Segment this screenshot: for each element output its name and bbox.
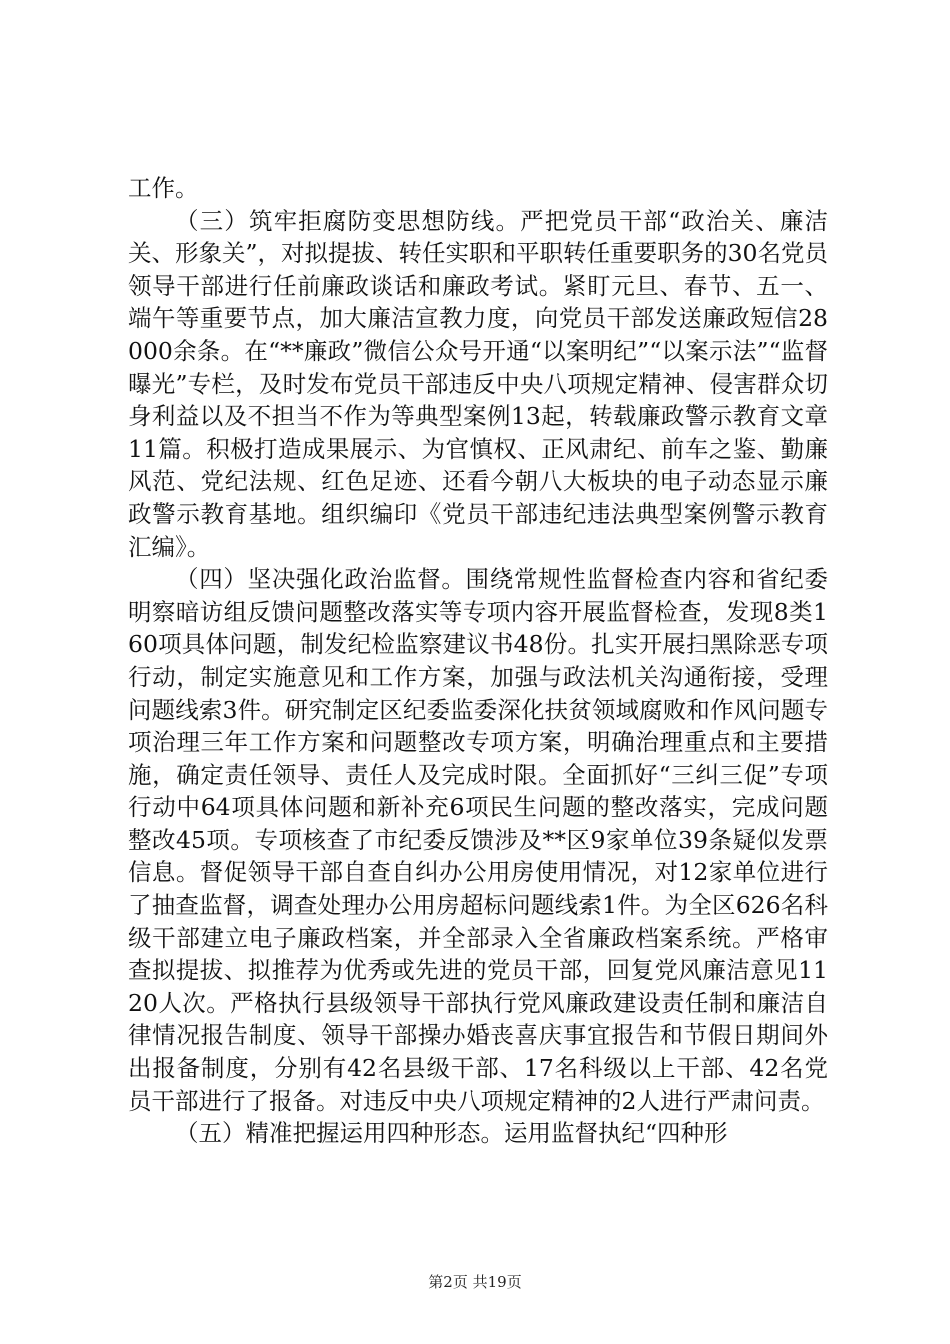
paragraph-continuation: 工作。 <box>128 174 199 202</box>
paragraph-section-3: （三）筑牢拒腐防变思想防线。严把党员干部“政治关、廉洁关、形象关”，对拟提拔、转任实职和平职转任重要职务的30名党员领导干部进行任前廉政谈话和廉政考试。紧盯元旦、春节、五一、端午等重要节点，加大廉洁宣教力度，向党员干部发送廉政短信28000余条。在“**廉政”微信公众号开通“以案明纪”“以案示法”“监督曝光”专栏，及时发布党员干部违反中央八项规定精神、侵害群众切身利益以及不担当不作为等典型案例13起，转载廉政警示教育文章11篇。积极打造成果展示、为官慎权、正风肃纪、前车之鉴、勤廉风范、党纪法规、红色足迹、还看今朝八大板块的电子动态显示廉政警示教育基地。组织编印《党员干部违纪违法典型案例警示教育汇编》。 <box>128 206 828 561</box>
document-body <box>128 172 828 1150</box>
paragraph-section-4: （四）坚决强化政治监督。围绕常规性监督检查内容和省纪委明察暗访组反馈问题整改落实等专项内容开展监督检查，发现8类160项具体问题，制发纪检监察建议书48份。扎实开展扫黑除恶专项行动，制定实施意见和工作方案，加强与政法机关沟通衔接，受理问题线索3件。研究制定区纪委监委深化扶贫领域腐败和作风问题专项治理三年工作方案和问题整改专项方案，明确治理重点和主要措施，确定责任领导、责任人及完成时限。全面抓好“三纠三促”专项行动中64项具体问题和新补充6项民生问题的整改落实，完成问题整改45项。专项核查了市纪委反馈涉及**区9家单位39条疑似发票信息。督促领导干部自查自纠办公用房使用情况，对12家单位进行了抽查监督，调查处理办公用房超标问题线索1件。为全区626名科级干部建立电子廉政档案，并全部录入全省廉政档案系统。严格审查拟提拔、拟推荐为优秀或先进的党员干部，回复党风廉洁意见1120人次。严格执行县级领导干部执行党风廉政建设责任制和廉洁自律情况报告制度、领导干部操办婚丧喜庆事宜报告和节假日期间外出报备制度，分别有42名县级干部、17名科级以上干部、42名党员干部进行了报备。对违反中央八项规定精神的2人进行严肃问责。 <box>128 565 828 1115</box>
paragraph-section-5: （五）精准把握运用四种形态。运用监督执纪“四种形 <box>175 1119 728 1148</box>
page-number-footer: 第2页 共19页 <box>428 1273 522 1291</box>
